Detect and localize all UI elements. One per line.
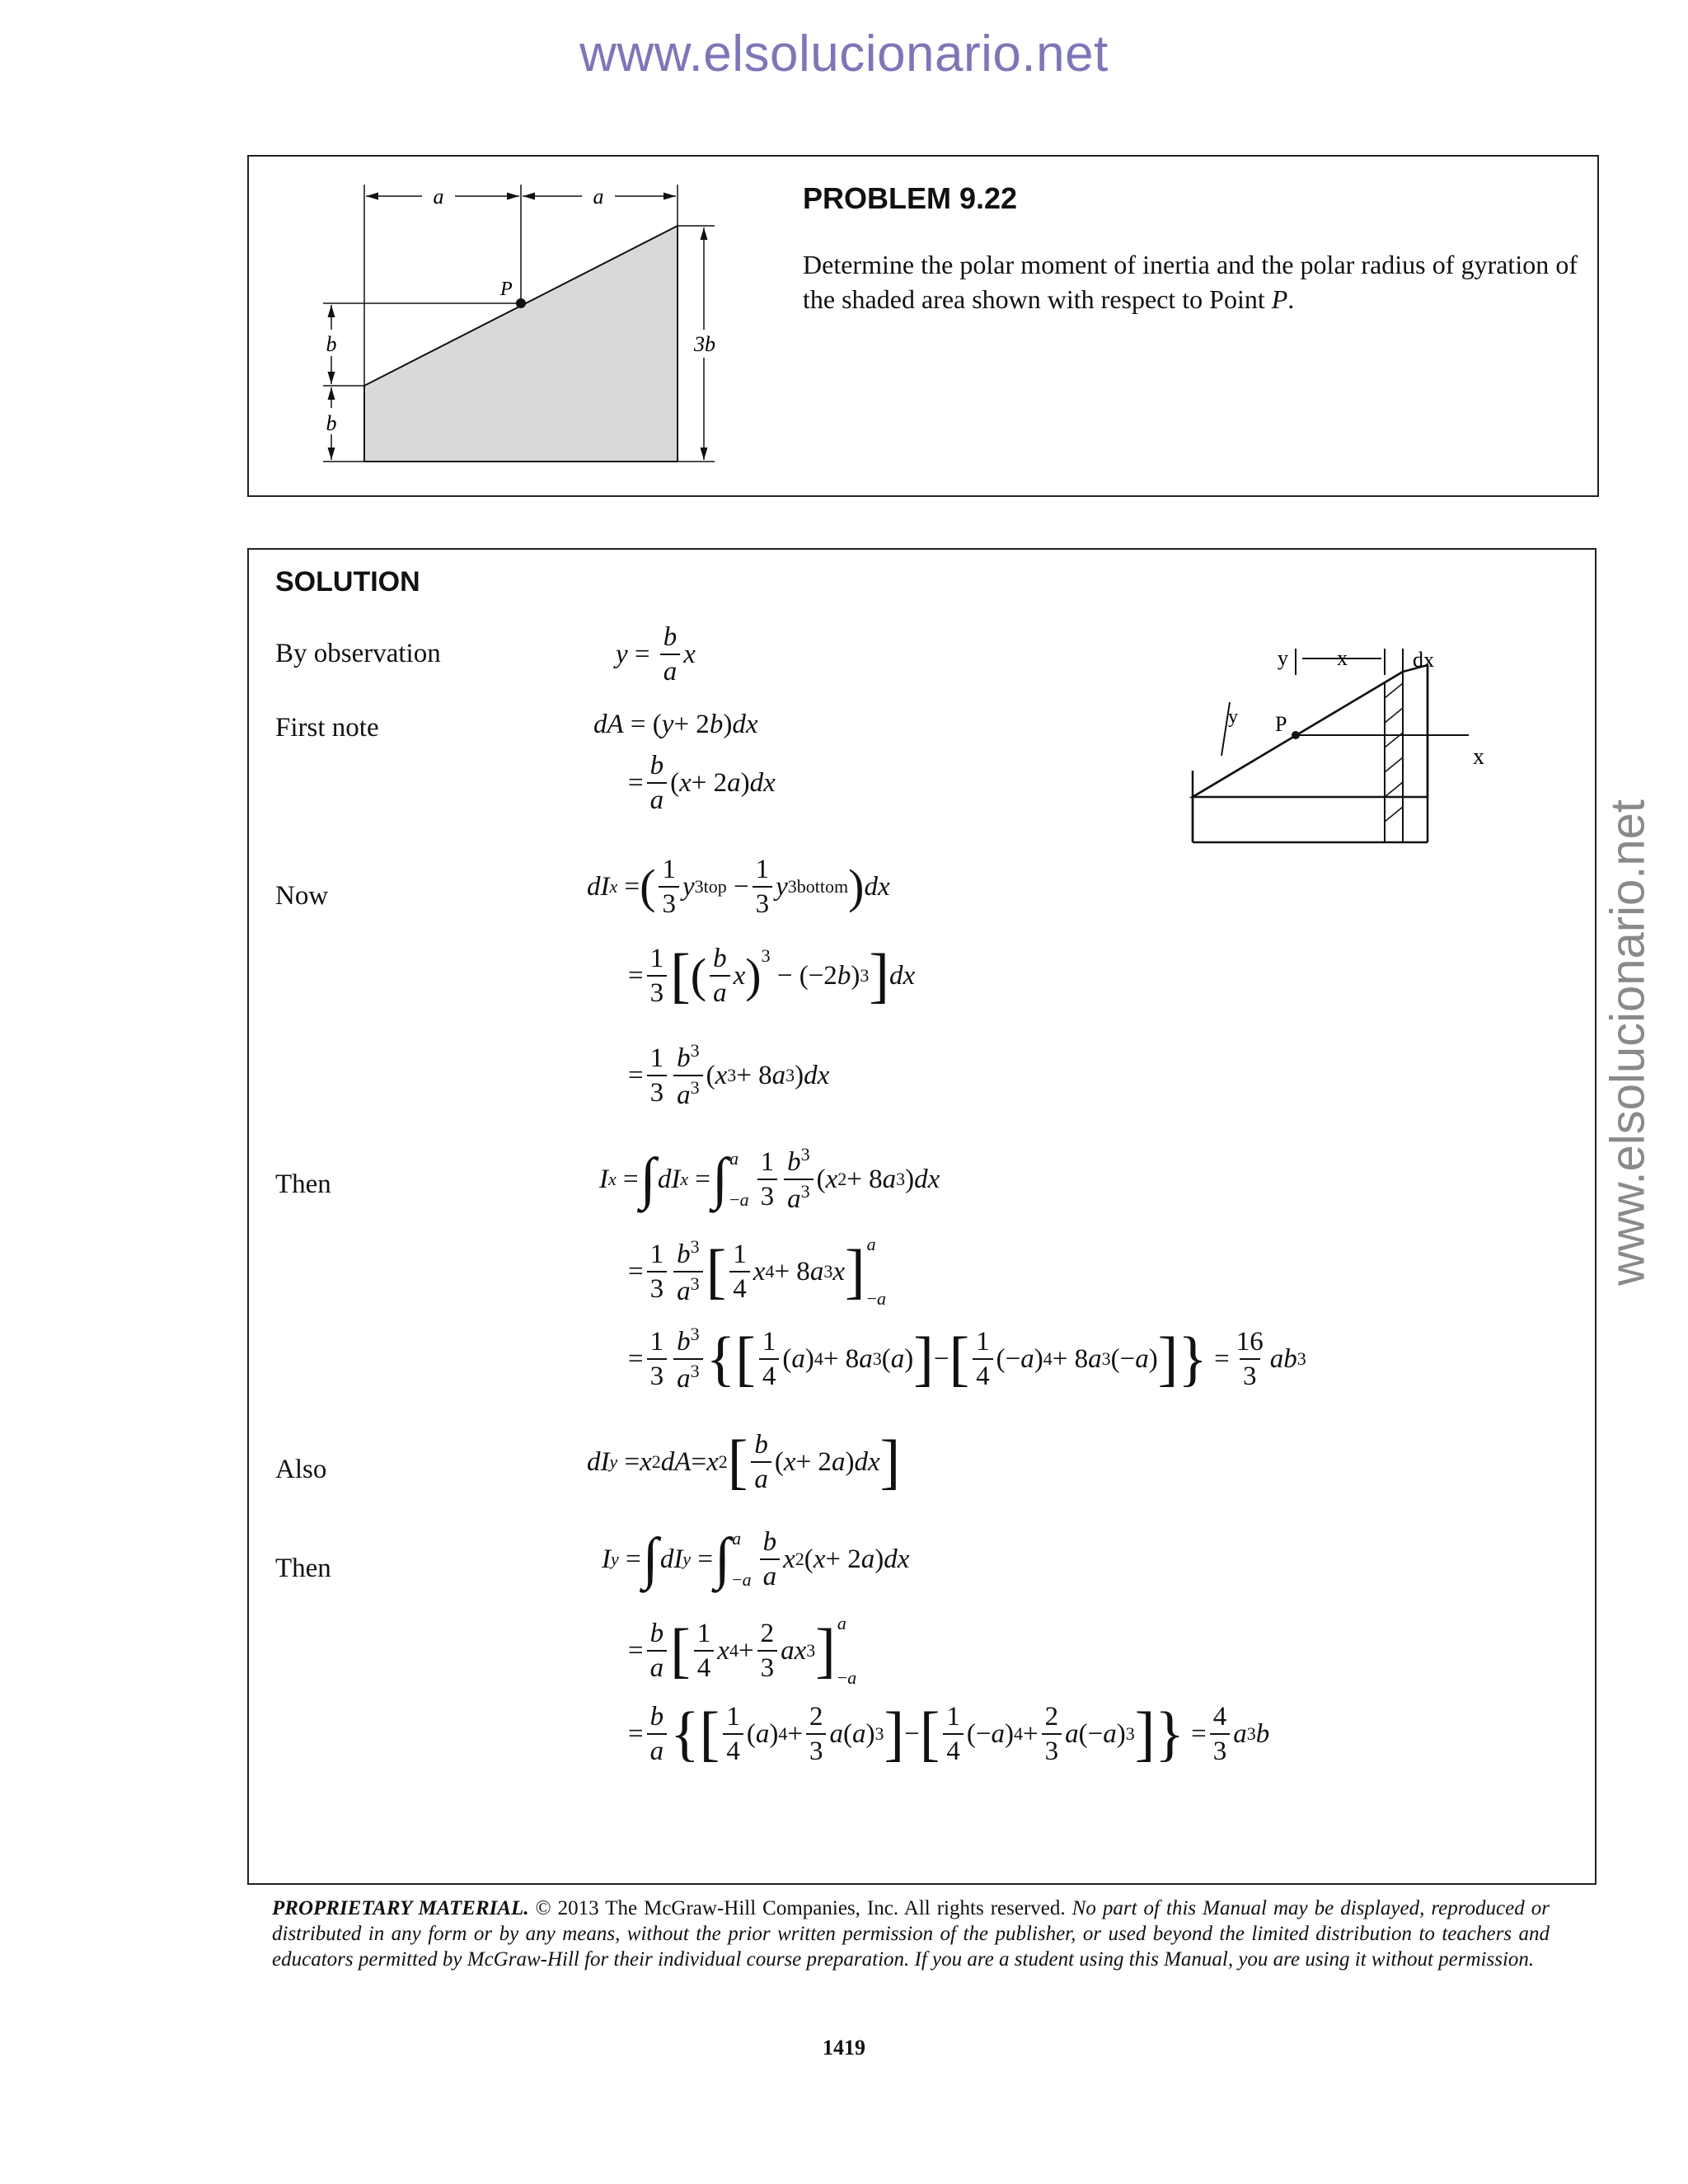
step-label-first-note: First note: [275, 713, 379, 743]
page-number: 1419: [823, 2036, 865, 2060]
footer-notice: [272, 1896, 1550, 1972]
label-a-right: a: [593, 185, 604, 209]
step-label-then-1: Then: [275, 1169, 331, 1199]
sketch-label-p: P: [1275, 712, 1287, 736]
eq-iy-2: = $\frac{b}{a}$ [ $\frac{1}{4}$ x 4 + $\frac{2}{3}$ ax 3 ] a −a: [628, 1613, 857, 1688]
footer-copyright: © 2013 The McGraw-Hill Companies, Inc. All rights reserved.: [528, 1897, 1072, 1919]
sketch-label-x-dim: x: [1337, 646, 1348, 670]
eq-dix-1: dI x = ( $\frac{1}{3}$ y 3 top − $\frac{1}{3}$ y 3 bottom ) dx: [587, 855, 890, 920]
sketch-label-x-axis: x: [1473, 744, 1484, 770]
sketch-label-y-top: y: [1278, 646, 1288, 670]
statement-suffix: .: [1287, 284, 1295, 314]
eq-ix-3: = $\frac{1}{3}$ $\frac{b^3}{a^3}$ { [ $\frac{1}{4}$ ( a ) 4 + 8 a 3 ( a ) ] − [ $\frac{1}{4}$ (− a ) 4 + 8 a 3 (− a ) ] } = $\frac{16}{3}$ ab 3: [628, 1324, 1306, 1394]
label-height-3b: 3b: [694, 332, 715, 356]
eq-ix-1: I x = ∫ dI x = ∫ a −a $\frac{1}{3}$ $\frac{b^3}{a^3}$ ( x 2 + 8 a 3 ) dx: [599, 1144, 940, 1215]
label-point-p: P: [500, 279, 513, 300]
problem-statement: [803, 247, 1578, 316]
footer-bold-lead: PROPRIETARY MATERIAL.: [272, 1897, 529, 1919]
eq-da-2: = $\frac{b}{a}$ ( x + 2 a ) dx: [628, 751, 776, 816]
problem-box: [247, 155, 1599, 497]
label-b-lower: b: [326, 411, 337, 435]
footer-notice-text: No part of this Manual may be displayed, reproduced or distributed in any form or by any means, without the prior written permission of the publisher, or used beyond the limited distribution to teachers and educators permitted by McGraw-Hill for their individual course preparation. If you are a student using this Manual, you are using it without permission.: [272, 1897, 1550, 1971]
eq-da-1: dA = ( y + 2 b ) dx: [593, 710, 758, 739]
eq-diy: dI y = x 2 dA = x 2 [ $\frac{b}{a}$ ( x + 2 a ) dx ]: [587, 1428, 901, 1497]
solution-box: [247, 548, 1597, 1885]
statement-point: P: [1271, 284, 1288, 314]
watermark-side-text: www.elsolucionario.net: [1601, 799, 1655, 1286]
eq-dix-2: = $\frac{1}{3}$ [ ( $\frac{b}{a}$ x ) $^3$ − (−2 b ) 3 ] dx: [628, 942, 916, 1010]
step-label-then-2: Then: [275, 1554, 331, 1583]
eq-iy-1: I y = ∫ dI y = ∫ a −a $\frac{b}{a}$ x 2 ( x + 2 a ) dx: [602, 1527, 910, 1592]
problem-title: PROBLEM 9.22: [803, 181, 1018, 215]
watermark-top: www.elsolucionario.net: [579, 26, 1109, 82]
step-label-observation: By observation: [275, 639, 441, 668]
solution-title: SOLUTION: [275, 566, 420, 598]
problem-figure: [249, 157, 743, 499]
step-label-now: Now: [275, 881, 329, 911]
eq-observation: y = $\frac{b}{a}$ x: [616, 622, 696, 687]
solution-sketch: [1180, 640, 1493, 855]
label-a-left: a: [433, 185, 444, 209]
step-label-also: Also: [275, 1455, 327, 1484]
eq-ix-2: = $\frac{1}{3}$ $\frac{b^3}{a^3}$ [ $\frac{1}{4}$ x 4 + 8 a 3 x ] a −a: [628, 1234, 887, 1309]
label-b-upper: b: [326, 332, 337, 356]
eq-iy-3: = $\frac{b}{a}$ { [ $\frac{1}{4}$ ( a ) 4 + $\frac{2}{3}$ a ( a ) 3 ] − [ $\frac{1}{4}$ (− a ) 4 + $\frac{2}{3}$ a (− a ) 3 ] } = $\frac{4}{3}$ a 3 b: [628, 1700, 1270, 1769]
sketch-label-dx: dx: [1413, 648, 1434, 672]
sketch-label-y-axis: y: [1228, 706, 1238, 728]
eq-dix-3: = $\frac{1}{3}$ $\frac{b^3}{a^3}$ ( x 3 + 8 a 3 ) dx: [628, 1040, 830, 1111]
statement-prefix: Determine the polar moment of inertia and the polar radius of gyration of the shaded area shown with respect to Point: [803, 250, 1578, 314]
point-p-dot: [516, 298, 526, 308]
